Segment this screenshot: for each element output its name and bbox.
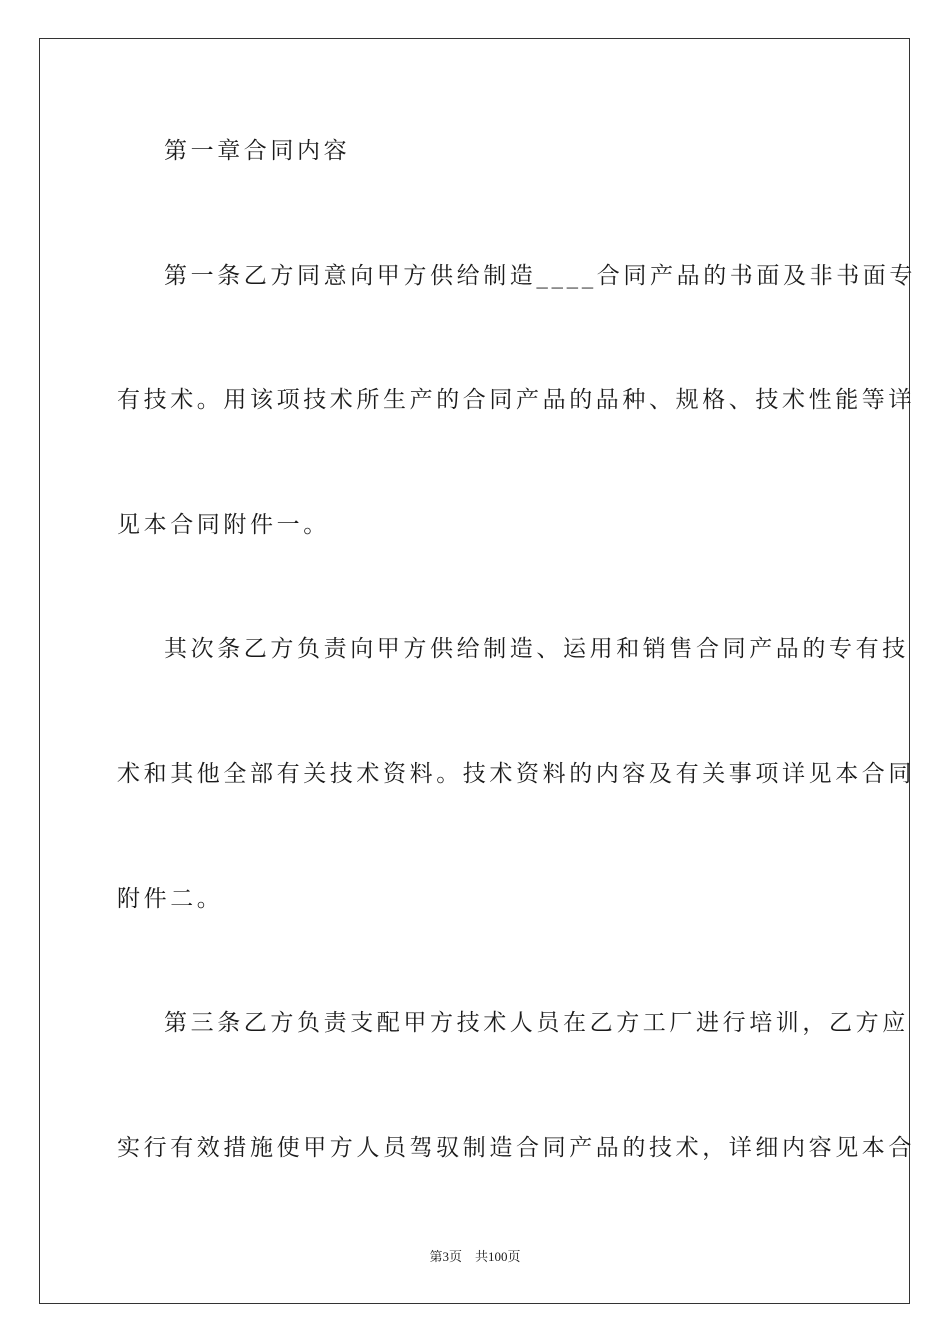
- paragraph-line: 见本合同附件一。: [117, 512, 330, 538]
- paragraph-line: 实行有效措施使甲方人员驾驭制造合同产品的技术，详细内容见本合: [117, 1135, 915, 1161]
- paragraph-line: 附件二。: [117, 886, 224, 912]
- paragraph-line: 术和其他全部有关技术资料。技术资料的内容及有关事项详见本合同: [117, 761, 915, 787]
- page-total: 共100页: [475, 1249, 521, 1264]
- page-number: 第3页: [429, 1249, 462, 1264]
- page-footer: [0, 1248, 950, 1266]
- page-border: [39, 38, 916, 1304]
- paragraph-line: 其次条乙方负责向甲方供给制造、运用和销售合同产品的专有技: [164, 636, 909, 662]
- paragraph-line: 有技术。用该项技术所生产的合同产品的品种、规格、技术性能等详: [117, 387, 915, 413]
- paragraph-line: 第三条乙方负责支配甲方技术人员在乙方工厂进行培训，乙方应: [164, 1010, 909, 1036]
- paragraph-line: 第一条乙方同意向甲方供给制造____合同产品的书面及非书面专: [164, 263, 916, 289]
- chapter-heading: 第一章合同内容: [164, 138, 351, 164]
